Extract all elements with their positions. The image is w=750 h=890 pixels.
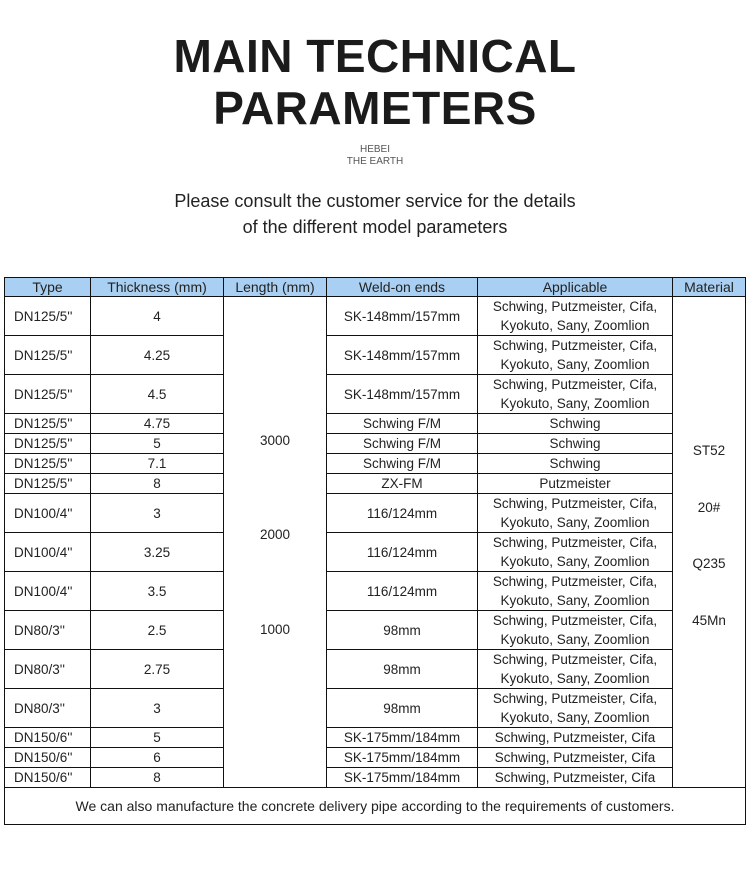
consult-line-2: of the different model parameters [242,217,508,237]
cell-weld: SK-148mm/157mm [327,297,478,336]
cell-thickness: 3.25 [91,533,224,572]
header-thickness: Thickness (mm) [91,278,224,297]
applicable-line-1: Schwing, Putzmeister, Cifa, [492,574,658,589]
cell-weld: 116/124mm [327,494,478,533]
page-title [0,30,750,134]
applicable-line-2: Kyokuto, Sany, Zoomlion [500,318,650,333]
applicable-line-2: Kyokuto, Sany, Zoomlion [500,671,650,686]
cell-weld: 98mm [327,689,478,728]
table-row [5,572,746,611]
cell-thickness: 4.25 [91,336,224,375]
cell-thickness: 3 [91,494,224,533]
cell-applicable [478,494,673,533]
cell-thickness: 7.1 [91,454,224,474]
cell-type: DN150/6'' [5,768,91,788]
table-row [5,434,746,454]
cell-applicable [478,728,673,748]
cell-thickness: 4.75 [91,414,224,434]
cell-applicable [478,434,673,454]
consult-note [0,188,750,240]
cell-type: DN100/4'' [5,533,91,572]
applicable-line-2: Kyokuto, Sany, Zoomlion [500,554,650,569]
table-row [5,494,746,533]
length-value: 3000 [259,433,291,448]
cell-length-merged [224,297,327,788]
material-value: Q235 [692,556,726,571]
applicable-line-1: Schwing, Putzmeister, Cifa, [492,652,658,667]
applicable-line-1: Schwing, Putzmeister, Cifa, [492,691,658,706]
cell-type: DN125/5'' [5,297,91,336]
length-value: 1000 [259,622,291,637]
table-row [5,748,746,768]
cell-thickness: 4.5 [91,375,224,414]
brand-line-2: THE EARTH [346,156,404,167]
cell-type: DN80/3'' [5,689,91,728]
table-row [5,297,746,336]
table-row [5,454,746,474]
footer-note: We can also manufacture the concrete delivery pipe according to the requirements of customers. [5,788,746,825]
cell-thickness: 8 [91,768,224,788]
cell-applicable [478,336,673,375]
cell-type: DN150/6'' [5,728,91,748]
brand-line-1: HEBEI [359,144,390,155]
header-material: Material [673,278,746,297]
footer-row [5,788,746,825]
cell-applicable [478,768,673,788]
applicable-line-2: Kyokuto, Sany, Zoomlion [500,357,650,372]
table-row [5,336,746,375]
cell-weld: Schwing F/M [327,414,478,434]
cell-weld: 98mm [327,611,478,650]
cell-weld: SK-175mm/184mm [327,728,478,748]
cell-weld: SK-148mm/157mm [327,375,478,414]
applicable-line-1: Schwing, Putzmeister, Cifa [494,770,656,785]
cell-type: DN80/3'' [5,650,91,689]
cell-weld: 116/124mm [327,572,478,611]
table-row [5,414,746,434]
cell-type: DN125/5'' [5,434,91,454]
cell-type: DN80/3'' [5,611,91,650]
cell-applicable [478,611,673,650]
cell-thickness: 4 [91,297,224,336]
cell-weld: SK-148mm/157mm [327,336,478,375]
applicable-line-1: Schwing, Putzmeister, Cifa, [492,535,658,550]
applicable-line-1: Schwing, Putzmeister, Cifa, [492,299,658,314]
cell-thickness: 6 [91,748,224,768]
cell-applicable [478,572,673,611]
title-line-2: PARAMETERS [213,82,537,134]
applicable-line-1: Putzmeister [539,476,611,491]
material-value: 20# [697,500,721,515]
cell-type: DN125/5'' [5,454,91,474]
brand-subtitle [0,144,750,168]
cell-type: DN100/4'' [5,494,91,533]
header-applicable: Applicable [478,278,673,297]
applicable-line-1: Schwing, Putzmeister, Cifa [494,730,656,745]
applicable-line-2: Kyokuto, Sany, Zoomlion [500,515,650,530]
cell-applicable [478,297,673,336]
table-row [5,533,746,572]
cell-weld: ZX-FM [327,474,478,494]
cell-type: DN125/5'' [5,414,91,434]
applicable-line-1: Schwing, Putzmeister, Cifa, [492,338,658,353]
applicable-line-1: Schwing, Putzmeister, Cifa [494,750,656,765]
header-weld: Weld-on ends [327,278,478,297]
table-row [5,611,746,650]
cell-thickness: 2.75 [91,650,224,689]
cell-applicable [478,474,673,494]
table-row [5,474,746,494]
cell-type: DN125/5'' [5,375,91,414]
cell-type: DN125/5'' [5,336,91,375]
cell-applicable [478,689,673,728]
header-length: Length (mm) [224,278,327,297]
applicable-line-1: Schwing [549,436,601,451]
applicable-line-1: Schwing, Putzmeister, Cifa, [492,496,658,511]
applicable-line-2: Kyokuto, Sany, Zoomlion [500,632,650,647]
cell-thickness: 5 [91,434,224,454]
applicable-line-1: Schwing [549,456,601,471]
cell-thickness: 3 [91,689,224,728]
cell-weld: Schwing F/M [327,454,478,474]
length-value: 2000 [259,527,291,542]
cell-weld: 98mm [327,650,478,689]
table-header-row [5,278,746,297]
cell-applicable [478,533,673,572]
applicable-line-2: Kyokuto, Sany, Zoomlion [500,710,650,725]
parameters-table [4,277,746,825]
cell-thickness: 5 [91,728,224,748]
table-row [5,650,746,689]
cell-applicable [478,414,673,434]
cell-applicable [478,375,673,414]
cell-weld: SK-175mm/184mm [327,768,478,788]
applicable-line-1: Schwing, Putzmeister, Cifa, [492,377,658,392]
cell-thickness: 3.5 [91,572,224,611]
table-row [5,375,746,414]
table-row [5,768,746,788]
cell-type: DN125/5'' [5,474,91,494]
cell-type: DN100/4'' [5,572,91,611]
cell-applicable [478,748,673,768]
cell-material-merged [673,297,746,788]
material-value: 45Mn [692,613,726,628]
consult-line-1: Please consult the customer service for the details [174,191,576,211]
header-type: Type [5,278,91,297]
cell-weld: 116/124mm [327,533,478,572]
applicable-line-2: Kyokuto, Sany, Zoomlion [500,593,650,608]
applicable-line-1: Schwing [549,416,601,431]
table-row [5,728,746,748]
applicable-line-2: Kyokuto, Sany, Zoomlion [500,396,650,411]
cell-applicable [478,650,673,689]
cell-weld: SK-175mm/184mm [327,748,478,768]
material-value: ST52 [692,443,726,458]
cell-thickness: 8 [91,474,224,494]
cell-thickness: 2.5 [91,611,224,650]
cell-weld: Schwing F/M [327,434,478,454]
title-line-1: MAIN TECHNICAL [173,30,577,82]
cell-applicable [478,454,673,474]
applicable-line-1: Schwing, Putzmeister, Cifa, [492,613,658,628]
table-row [5,689,746,728]
cell-type: DN150/6'' [5,748,91,768]
